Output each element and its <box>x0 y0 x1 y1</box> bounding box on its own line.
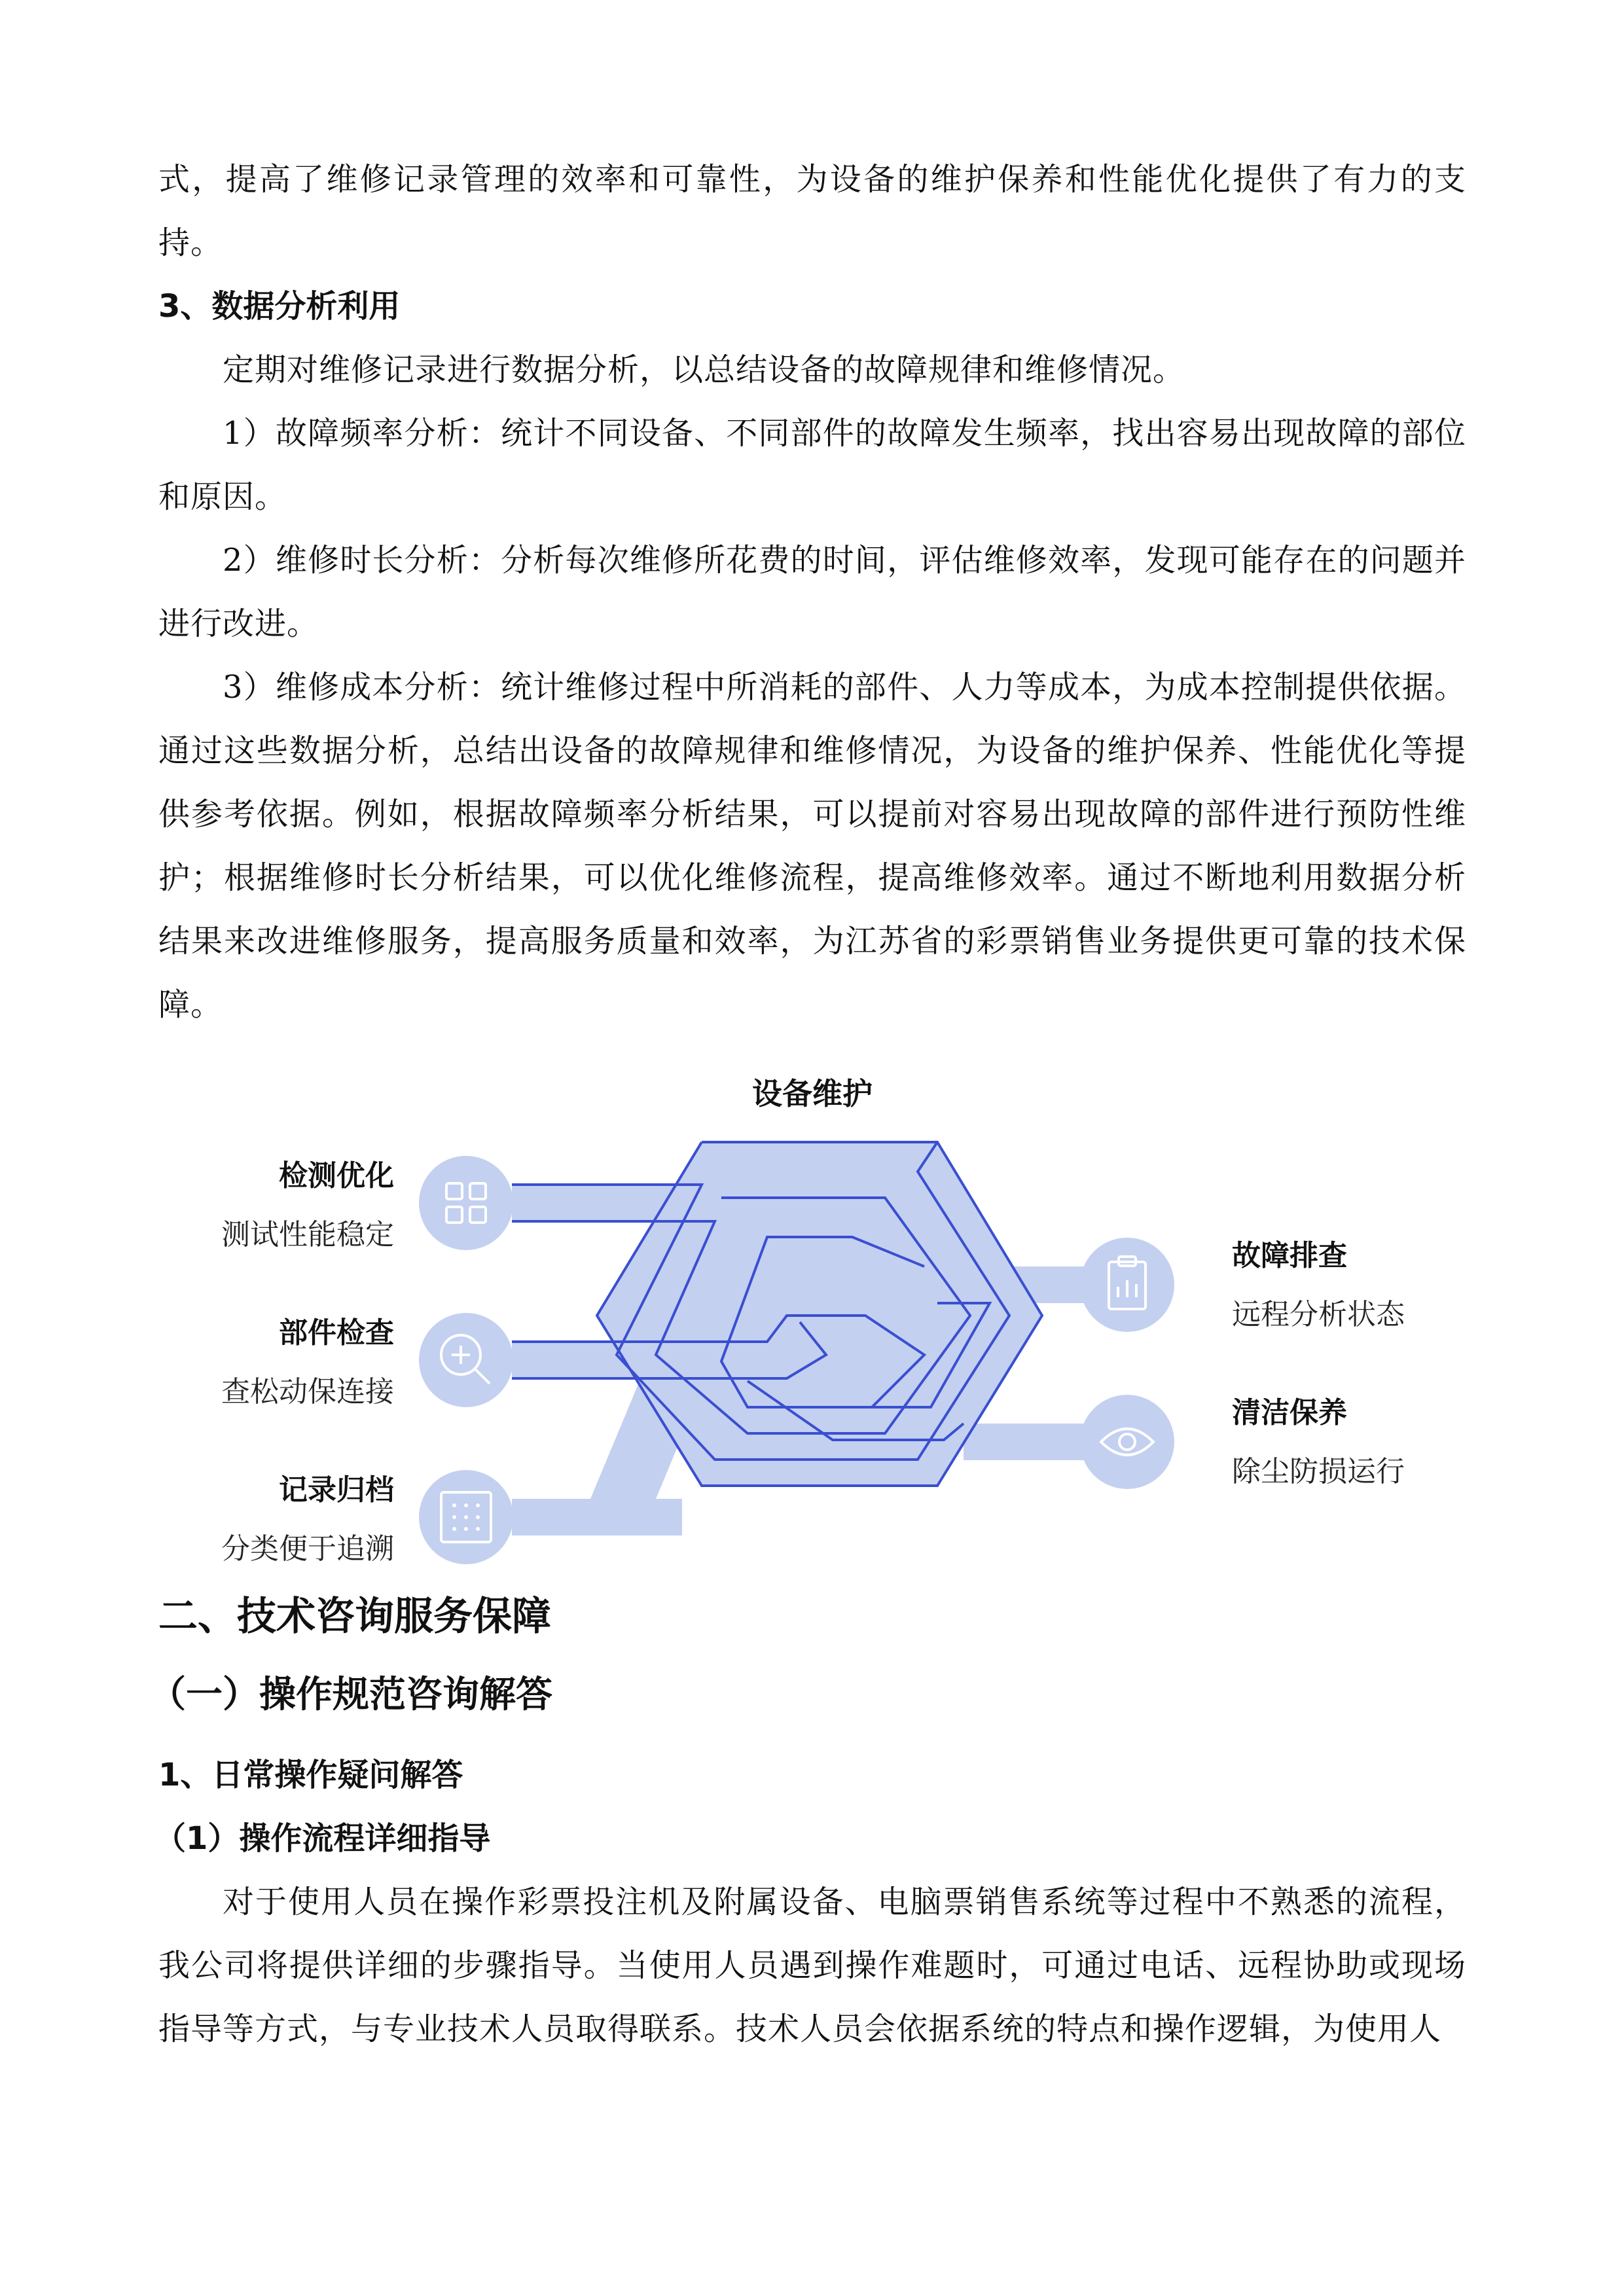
label-cleaning-title: 清洁保养 <box>1232 1396 1347 1429</box>
left-bar-3 <box>512 1499 682 1535</box>
body-text-top <box>158 148 1466 1037</box>
label-troubleshoot-title: 故障排查 <box>1232 1239 1347 1272</box>
section-heading-1: 二、技术咨询服务保障 <box>158 1594 551 1640</box>
heading-data-analysis: 3、数据分析利用 <box>158 288 401 325</box>
paragraph-continuation: 式，提高了维修记录管理的效率和可靠性，为设备的维护保养和性能优化提供了有力的支持。 <box>158 161 1466 261</box>
label-cleaning-sub: 除尘防损运行 <box>1232 1455 1405 1488</box>
maintenance-diagram <box>158 1054 1466 1604</box>
paragraph-repair-cost: 3）维修成本分析：统计维修过程中所消耗的部件、人力等成本，为成本控制提供依据。通过这些数据分析，总结出设备的故障规律和维修情况，为设备的维护保养、性能优化等提供参考依据。例如，根据故障频率分析结果，可以提前对容易出现故障的部件进行预防性维护；根据维修时长分析结果，可以优化维修流程，提高维修效率。通过不断地利用数据分析结果来改进维修服务，提高服务质量和效率，为江苏省的彩票销售业务提供更可靠的技术保障。 <box>158 669 1466 1023</box>
label-troubleshoot-sub: 远程分析状态 <box>1232 1298 1405 1331</box>
paragraph-fault-frequency: 1）故障频率分析：统计不同设备、不同部件的故障发生频率，找出容易出现故障的部位和原因。 <box>158 415 1466 515</box>
section-heading-4: （1）操作流程详细指导 <box>154 1820 491 1857</box>
label-detect-optimize-title: 检测优化 <box>279 1159 394 1193</box>
paragraph-operation-guide: 对于使用人员在操作彩票投注机及附属设备、电脑票销售系统等过程中不熟悉的流程，我公司将提供详细的步骤指导。当使用人员遇到操作难题时，可通过电话、远程协助或现场指导等方式，与专业技术人员取得联系。技术人员会依据系统的特点和操作逻辑，为使用人 <box>158 1884 1466 2047</box>
label-part-check-title: 部件检查 <box>279 1316 394 1350</box>
label-part-check-sub: 查松动保连接 <box>221 1375 394 1408</box>
label-record-archive-sub: 分类便于追溯 <box>221 1532 394 1566</box>
section-heading-2: （一）操作规范咨询解答 <box>149 1674 552 1716</box>
diagram-title: 设备维护 <box>752 1076 873 1111</box>
paragraph-repair-duration: 2）维修时长分析：分析每次维修所花费的时间，评估维修效率，发现可能存在的问题并进行改进。 <box>158 542 1466 642</box>
section-tech-consult <box>149 1590 1466 2061</box>
label-detect-optimize-sub: 测试性能稳定 <box>221 1218 394 1251</box>
label-record-archive-title: 记录归档 <box>279 1473 394 1507</box>
section-heading-3: 1、日常操作疑问解答 <box>158 1757 463 1793</box>
paragraph-intro: 定期对维修记录进行数据分析，以总结设备的故障规律和维修情况。 <box>223 351 1185 388</box>
